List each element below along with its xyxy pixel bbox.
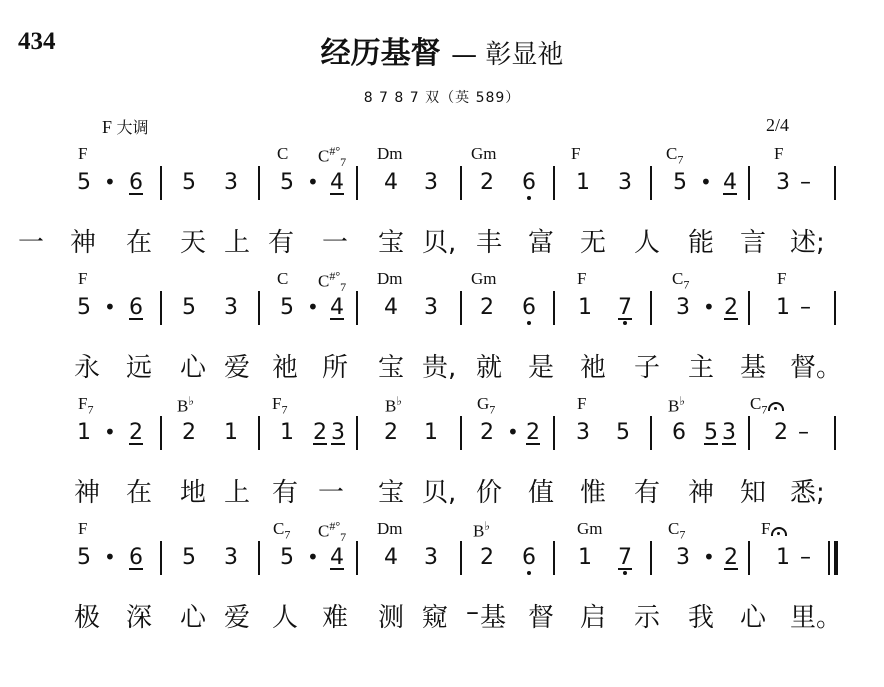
jianpu-note: 4 bbox=[384, 295, 398, 320]
jianpu-note: 3 bbox=[224, 170, 238, 195]
chord-symbol: Dm bbox=[377, 144, 403, 163]
bar-line bbox=[834, 541, 838, 575]
chord-symbol: F bbox=[78, 519, 88, 538]
bar-line bbox=[356, 416, 358, 450]
lyric-char: 有 bbox=[634, 478, 661, 508]
lyric-char: 我 bbox=[688, 603, 715, 633]
meter-line: 8 7 8 7 双（英 589） bbox=[363, 90, 521, 106]
lyric-char: 上 bbox=[224, 228, 251, 258]
chord-symbol: C bbox=[277, 269, 289, 288]
lyric-char: 宝 bbox=[378, 353, 405, 383]
sustain-dash: – bbox=[800, 295, 811, 320]
jianpu-note: 1 bbox=[424, 420, 438, 445]
augmentation-dot: • bbox=[307, 295, 319, 319]
chord-symbol: F bbox=[577, 269, 587, 288]
jianpu-note: 5 bbox=[182, 295, 196, 320]
lyric-char: 丰 bbox=[476, 228, 503, 258]
jianpu-note: 3 bbox=[424, 170, 438, 195]
sustain-dash: – bbox=[800, 545, 811, 570]
lyric-char: 在 bbox=[126, 478, 153, 508]
augmentation-dot: • bbox=[507, 420, 519, 444]
chord-symbol: $C^{\#^\circ}_7$ bbox=[318, 519, 347, 545]
jianpu-note: 2 bbox=[724, 545, 738, 570]
bar-line bbox=[460, 416, 462, 450]
chord-symbol: Gm bbox=[471, 144, 497, 163]
lyric-char: 所 bbox=[322, 353, 349, 383]
chord-symbol: C bbox=[277, 144, 289, 163]
jianpu-note: 5 bbox=[280, 295, 294, 320]
jianpu-note: 3 bbox=[618, 170, 632, 195]
bar-line bbox=[553, 166, 555, 200]
bar-line bbox=[160, 291, 162, 325]
bar-line bbox=[258, 291, 260, 325]
chord-symbol: F bbox=[571, 144, 581, 163]
jianpu-note: 7 bbox=[614, 545, 636, 575]
chord-symbol: $F_7$ bbox=[78, 394, 94, 417]
key-signature bbox=[102, 115, 149, 138]
lyric-char: 一 bbox=[18, 228, 45, 258]
bar-line bbox=[356, 541, 358, 575]
chord-symbol: $C^{\#^\circ}_7$ bbox=[318, 269, 347, 295]
lyric-char: 督 bbox=[528, 603, 555, 633]
chord-symbol: $C^{\#^\circ}_7$ bbox=[318, 144, 347, 170]
bar-line bbox=[258, 416, 260, 450]
lyric-char: 督。 bbox=[790, 353, 843, 383]
lyric-char: 有 bbox=[268, 228, 295, 258]
lyric-char: 天 bbox=[180, 228, 207, 258]
jianpu-note: 4 bbox=[330, 295, 344, 320]
jianpu-note: 3 bbox=[331, 420, 345, 445]
jianpu-note: 3 bbox=[224, 545, 238, 570]
lyric-char: 爱 bbox=[224, 603, 251, 633]
bar-line bbox=[460, 291, 462, 325]
jianpu-note: 4 bbox=[384, 545, 398, 570]
lyric-char: 悉; bbox=[790, 478, 825, 508]
lyric-char: 述; bbox=[790, 228, 825, 258]
bar-line bbox=[553, 541, 555, 575]
bar-line bbox=[460, 166, 462, 200]
jianpu-note: 5 bbox=[77, 295, 91, 320]
lyric-char: 上 bbox=[224, 478, 251, 508]
lyric-char: 里。 bbox=[790, 603, 843, 633]
lyric-char: 神 bbox=[688, 478, 715, 508]
bar-line bbox=[258, 166, 260, 200]
lyric-char: 深 bbox=[126, 603, 153, 633]
jianpu-note: 6 bbox=[518, 295, 540, 325]
jianpu-note: 1 bbox=[224, 420, 238, 445]
lyric-char: 基 bbox=[740, 353, 767, 383]
jianpu-note: 2 bbox=[774, 420, 788, 445]
jianpu-note: 4 bbox=[330, 170, 344, 195]
chord-symbol: B♭ bbox=[385, 394, 403, 416]
chord-symbol: $F_7$ bbox=[272, 394, 288, 417]
lyric-char: 宝 bbox=[378, 228, 405, 258]
jianpu-note: 6 bbox=[518, 545, 540, 575]
jianpu-note: 2 bbox=[384, 420, 398, 445]
chord-symbol: $C_7$ bbox=[750, 394, 784, 417]
lyric-char: 心 bbox=[740, 603, 767, 633]
jianpu-note: 4 bbox=[330, 545, 344, 570]
key-letter: F bbox=[102, 117, 113, 137]
jianpu-note: 6 bbox=[518, 170, 540, 200]
jianpu-note: 3 bbox=[224, 295, 238, 320]
augmentation-dot: • bbox=[104, 295, 116, 319]
lyric-char: 价 bbox=[476, 478, 503, 508]
lyric-char: 在 bbox=[126, 228, 153, 258]
bar-line bbox=[650, 416, 652, 450]
lyric-char: 人 bbox=[634, 228, 661, 258]
chord-symbol: $C_7$ bbox=[666, 144, 684, 167]
bar-line bbox=[834, 166, 836, 200]
lyric-char: 神 bbox=[70, 228, 97, 258]
bar-line bbox=[748, 166, 750, 200]
jianpu-note: 2 bbox=[182, 420, 196, 445]
jianpu-note: 5 bbox=[77, 170, 91, 195]
bar-line bbox=[650, 166, 652, 200]
lyric-char: 是 bbox=[528, 353, 555, 383]
jianpu-note: 6 bbox=[129, 295, 143, 320]
jianpu-note: 3 bbox=[676, 545, 690, 570]
jianpu-note: 1 bbox=[578, 295, 592, 320]
jianpu-note: 2 bbox=[480, 295, 494, 320]
lyric-char: 就 bbox=[476, 353, 503, 383]
augmentation-dot: • bbox=[307, 170, 319, 194]
hymn-title bbox=[0, 28, 884, 72]
jianpu-note: 7 bbox=[614, 295, 636, 325]
bar-line bbox=[258, 541, 260, 575]
bar-line bbox=[834, 291, 836, 325]
jianpu-note: 5 bbox=[616, 420, 630, 445]
title-text: 经历基督 bbox=[320, 36, 441, 71]
jianpu-note: 1 bbox=[280, 420, 294, 445]
lyric-char: 宝 bbox=[378, 478, 405, 508]
lyric-char: 惟 bbox=[580, 478, 607, 508]
jianpu-note: 4 bbox=[723, 170, 737, 195]
lyric-char: 神 bbox=[74, 478, 101, 508]
jianpu-note: 6 bbox=[129, 545, 143, 570]
lyric-char: 一 bbox=[322, 228, 349, 258]
chord-symbol: B♭ bbox=[177, 394, 195, 416]
bar-line bbox=[553, 291, 555, 325]
lyric-char: 能 bbox=[688, 228, 715, 258]
lyric-char: 心 bbox=[180, 603, 207, 633]
lyric-char: 基 bbox=[480, 603, 507, 633]
lyric-char: 主 bbox=[688, 353, 715, 383]
bar-line bbox=[160, 541, 162, 575]
bar-line bbox=[834, 416, 836, 450]
lyric-char: 远 bbox=[126, 353, 153, 383]
chord-symbol: B♭ bbox=[668, 394, 686, 416]
jianpu-note: 3 bbox=[676, 295, 690, 320]
chord-symbol: Gm bbox=[577, 519, 603, 538]
bar-line bbox=[748, 541, 750, 575]
bar-line bbox=[553, 416, 555, 450]
jianpu-note: 6 bbox=[672, 420, 686, 445]
lyric-char: 值 bbox=[528, 478, 555, 508]
bar-line bbox=[650, 291, 652, 325]
jianpu-note: 6 bbox=[129, 170, 143, 195]
augmentation-dot: • bbox=[703, 545, 715, 569]
chord-symbol: Dm bbox=[377, 269, 403, 288]
bar-line bbox=[460, 541, 462, 575]
jianpu-note: 2 bbox=[526, 420, 540, 445]
lyric-char: – bbox=[466, 597, 479, 627]
chord-symbol: Gm bbox=[471, 269, 497, 288]
chord-symbol: B♭ bbox=[473, 519, 491, 541]
bar-line bbox=[160, 416, 162, 450]
bar-line bbox=[828, 541, 830, 575]
chord-symbol: $C_7$ bbox=[672, 269, 690, 292]
bar-line bbox=[356, 166, 358, 200]
jianpu-note: 2 bbox=[480, 545, 494, 570]
fermata-icon bbox=[768, 402, 784, 411]
sustain-dash: – bbox=[800, 170, 811, 195]
lyric-char: 永 bbox=[74, 353, 101, 383]
bar-line bbox=[748, 416, 750, 450]
augmentation-dot: • bbox=[104, 420, 116, 444]
lyric-char: 贝, bbox=[422, 228, 457, 258]
augmentation-dot: • bbox=[104, 170, 116, 194]
lyric-char: 窥 bbox=[422, 603, 449, 633]
lyric-char: 祂 bbox=[580, 353, 607, 383]
chord-symbol: Dm bbox=[377, 519, 403, 538]
jianpu-note: 5 bbox=[673, 170, 687, 195]
augmentation-dot: • bbox=[104, 545, 116, 569]
jianpu-note: 5 bbox=[704, 420, 718, 445]
lyric-char: 贵, bbox=[422, 353, 457, 383]
jianpu-note: 2 bbox=[480, 170, 494, 195]
lyric-char: 知 bbox=[740, 478, 767, 508]
lyric-char: 富 bbox=[528, 228, 555, 258]
augmentation-dot: • bbox=[307, 545, 319, 569]
lyric-char: 无 bbox=[580, 228, 607, 258]
jianpu-note: 1 bbox=[776, 295, 790, 320]
bar-line bbox=[650, 541, 652, 575]
jianpu-note: 3 bbox=[424, 545, 438, 570]
jianpu-note: 1 bbox=[77, 420, 91, 445]
lyric-char: 启 bbox=[580, 603, 607, 633]
chord-symbol: F bbox=[577, 394, 587, 413]
jianpu-note: 2 bbox=[724, 295, 738, 320]
key-name: 大调 bbox=[116, 118, 149, 137]
chord-symbol: $C_7$ bbox=[273, 519, 291, 542]
lyric-char: 测 bbox=[378, 603, 405, 633]
jianpu-note: 3 bbox=[424, 295, 438, 320]
lyric-char: 地 bbox=[180, 478, 207, 508]
chord-symbol: F bbox=[774, 144, 784, 163]
jianpu-note: 5 bbox=[280, 170, 294, 195]
time-signature: 2/4 bbox=[766, 115, 790, 135]
jianpu-note: 2 bbox=[129, 420, 143, 445]
fermata-icon bbox=[771, 527, 787, 536]
bar-line bbox=[356, 291, 358, 325]
jianpu-note: 2 bbox=[313, 420, 327, 445]
hymn-number: 434 bbox=[18, 28, 56, 55]
lyric-char: 有 bbox=[272, 478, 299, 508]
chord-symbol: F bbox=[78, 144, 88, 163]
bar-line bbox=[748, 291, 750, 325]
lyric-char: 言 bbox=[740, 228, 767, 258]
lyric-char: 爱 bbox=[224, 353, 251, 383]
lyric-char: 贝, bbox=[422, 478, 457, 508]
jianpu-note: 5 bbox=[182, 545, 196, 570]
sustain-dash: – bbox=[798, 420, 809, 445]
chord-symbol: F bbox=[78, 269, 88, 288]
jianpu-note: 4 bbox=[384, 170, 398, 195]
lyric-char: 一 bbox=[318, 478, 345, 508]
augmentation-dot: • bbox=[700, 170, 712, 194]
lyric-char: 示 bbox=[634, 603, 661, 633]
bar-line bbox=[160, 166, 162, 200]
jianpu-note: 5 bbox=[280, 545, 294, 570]
jianpu-note: 3 bbox=[722, 420, 736, 445]
lyric-char: 心 bbox=[180, 353, 207, 383]
jianpu-note: 3 bbox=[576, 420, 590, 445]
jianpu-note: 1 bbox=[576, 170, 590, 195]
lyric-char: 人 bbox=[272, 603, 299, 633]
chord-symbol: $G_7$ bbox=[477, 394, 496, 417]
lyric-char: 难 bbox=[322, 603, 349, 633]
lyric-char: 极 bbox=[74, 603, 101, 633]
chord-symbol: F bbox=[761, 519, 787, 539]
lyric-char: 祂 bbox=[272, 353, 299, 383]
lyric-char: 子 bbox=[634, 353, 661, 383]
jianpu-note: 5 bbox=[77, 545, 91, 570]
jianpu-note: 1 bbox=[578, 545, 592, 570]
jianpu-note: 5 bbox=[182, 170, 196, 195]
chord-symbol: F bbox=[777, 269, 787, 288]
title-author: — 彰显祂 bbox=[451, 40, 564, 70]
chord-symbol: $C_7$ bbox=[668, 519, 686, 542]
jianpu-note: 1 bbox=[776, 545, 790, 570]
jianpu-note: 2 bbox=[480, 420, 494, 445]
augmentation-dot: • bbox=[703, 295, 715, 319]
jianpu-note: 3 bbox=[776, 170, 790, 195]
